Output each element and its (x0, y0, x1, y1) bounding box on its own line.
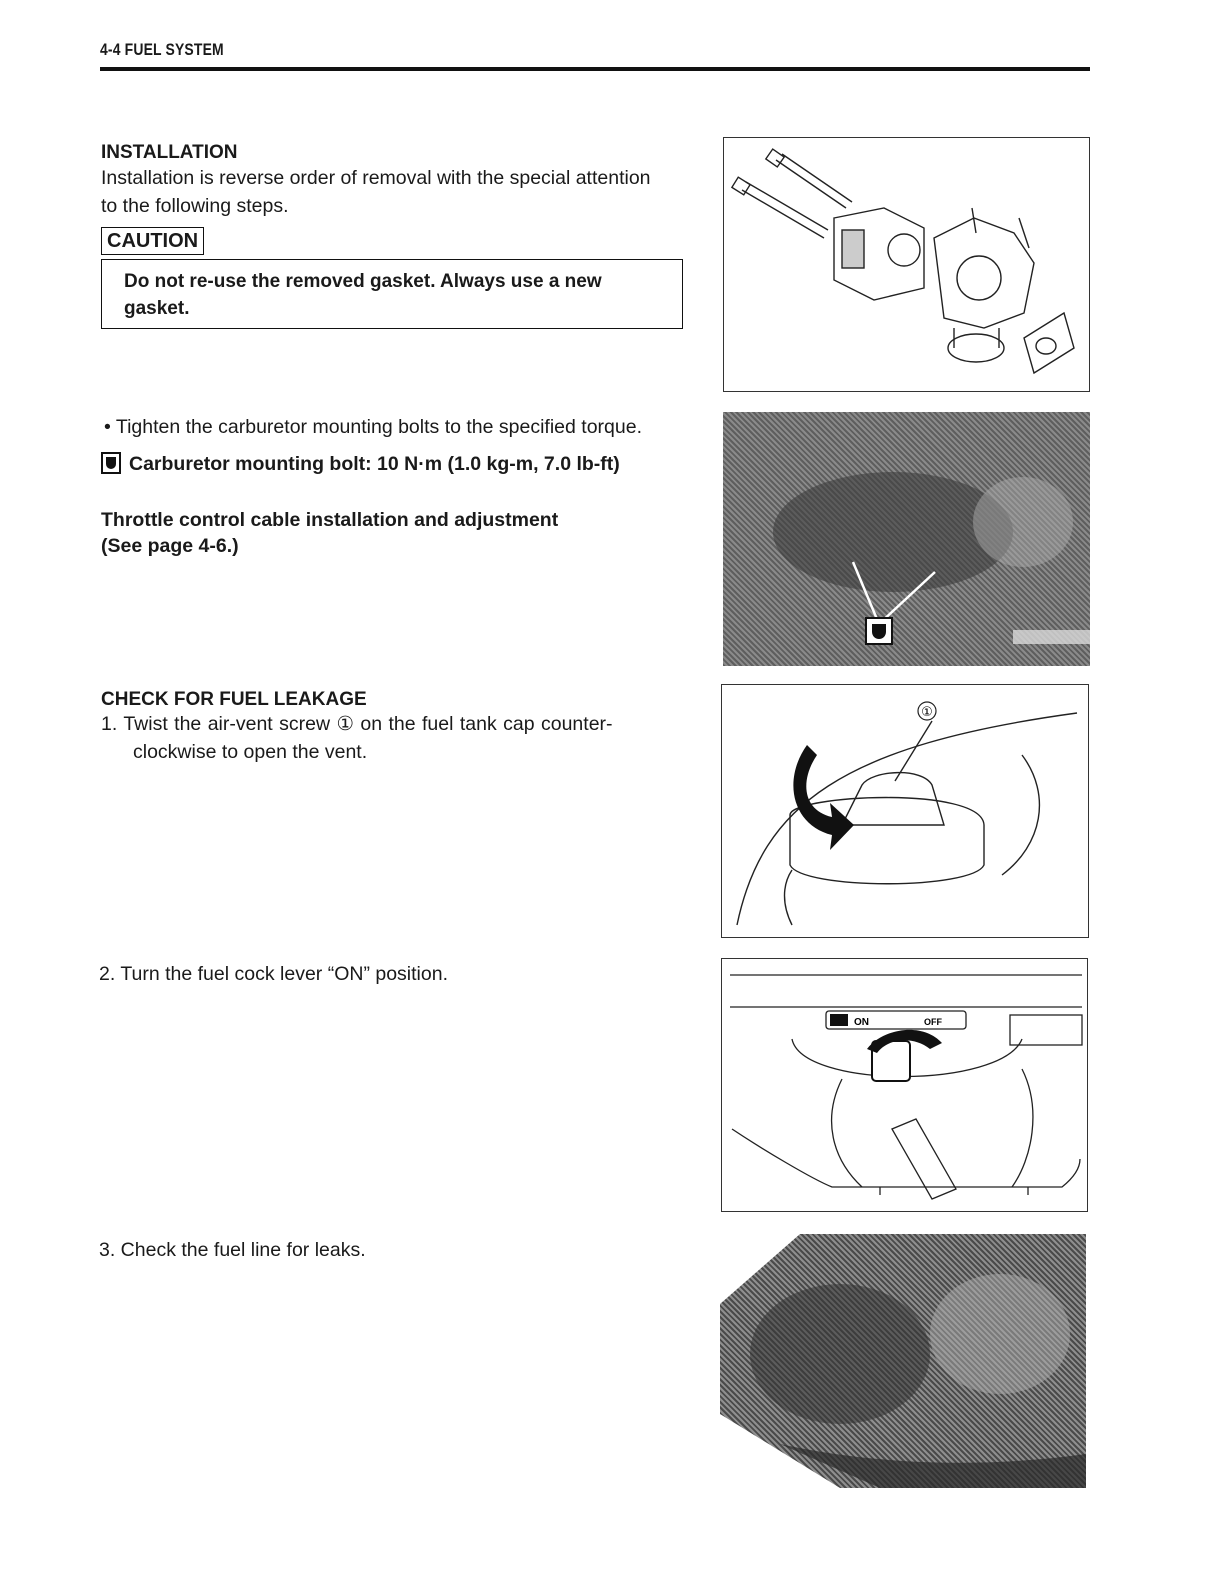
caution-text-line1: Do not re-use the removed gasket. Always use a new (124, 271, 602, 292)
header-rule (100, 67, 1090, 71)
fuel-line-photo-overlay (720, 1234, 1086, 1488)
torque-wrench-icon (101, 452, 121, 474)
torque-spec (101, 450, 620, 478)
leak-step2: 2. Turn the fuel cock lever “ON” position. (99, 963, 448, 985)
torque-bullet: • Tighten the carburetor mounting bolts to the specified torque. (104, 416, 642, 438)
carburetor-drawing (724, 138, 1091, 393)
throttle-heading-line2: (See page 4-6.) (101, 535, 239, 557)
installation-intro-line2: to the following steps. (101, 195, 289, 217)
torque-spec-text: Carburetor mounting bolt: 10 N·m (1.0 kg-m, 7.0 lb-ft) (129, 453, 620, 475)
installation-heading: INSTALLATION (101, 142, 238, 163)
caution-text-line2: gasket. (124, 298, 190, 319)
caution-box (101, 259, 683, 329)
fuel-line-photo (720, 1234, 1086, 1488)
page-header-title: 4-4 FUEL SYSTEM (100, 40, 224, 59)
page-header (100, 40, 1090, 60)
fuel-cap-drawing (722, 685, 1090, 939)
fuel-cock-drawing (722, 959, 1089, 1213)
fuel-cock-off-label: OFF (924, 1017, 942, 1027)
caution-label: CAUTION (101, 227, 204, 255)
throttle-heading-line1: Throttle control cable installation and adjustment (101, 509, 559, 531)
leak-check-heading: CHECK FOR FUEL LEAKAGE (101, 689, 367, 710)
fuel-cock-figure (721, 958, 1088, 1212)
leak-step3: 3. Check the fuel line for leaks. (99, 1239, 366, 1261)
fuel-cock-on-label: ON (854, 1017, 869, 1028)
carburetor-exploded-figure (723, 137, 1090, 392)
leak-step1-line1: 1. Twist the air-vent screw ① on the fuel tank cap counter- (101, 713, 613, 735)
cap-callout-label: ① (921, 705, 933, 720)
leak-step1-line2: clockwise to open the vent. (133, 741, 368, 763)
carburetor-bolts-photo (723, 412, 1090, 666)
bolts-photo-overlay (723, 412, 1090, 666)
installation-intro-line1: Installation is reverse order of removal with the special attention (101, 167, 651, 189)
fuel-tank-cap-figure (721, 684, 1089, 938)
